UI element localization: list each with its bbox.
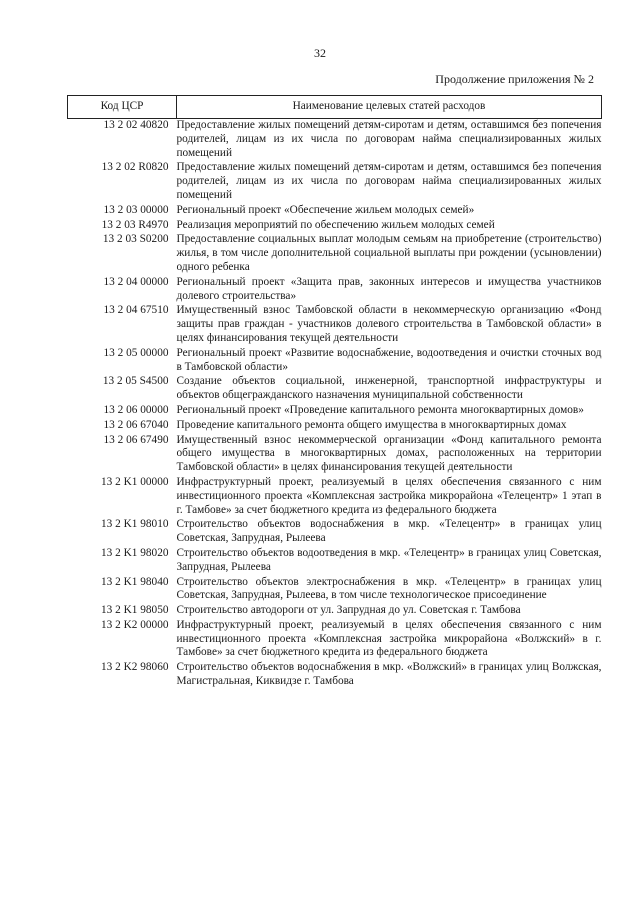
row-name: Строительство объектов электроснабжения в мкр. «Телецентр» в границах улиц Советская, Запрудная, Рылеева, в том числе технологическое присоединение <box>176 575 602 602</box>
row-name: Проведение капитального ремонта общего имущества в многоквартирных домах <box>176 418 567 431</box>
row-code: 13 2 04 00000 <box>103 275 169 288</box>
table-row <box>68 233 602 275</box>
table-row <box>68 419 602 434</box>
page-number: 32 <box>314 46 326 60</box>
appendix-subtitle: Продолжение приложения № 2 <box>435 72 594 86</box>
row-name: Региональный проект «Обеспечение жильем молодых семей» <box>176 203 475 216</box>
row-code: 13 2 03 S0200 <box>102 233 169 246</box>
table-row <box>68 476 602 518</box>
row-code: 13 2 K1 98020 <box>101 546 169 559</box>
row-name: Предоставление жилых помещений детям-сиротам и детям, оставшимся без попечения родителей, лицам из их числа по договорам найма специализированных жилых помещений <box>176 161 602 201</box>
table-row <box>68 619 602 661</box>
row-code: 13 2 02 R0820 <box>101 161 169 174</box>
table-row <box>68 161 602 203</box>
table-row <box>68 547 602 576</box>
row-name: Региональный проект «Развитие водоснабжение, водоотведения и очистки сточных вод в Тамбовской области» <box>176 346 602 373</box>
row-code: 13 2 05 00000 <box>103 346 169 359</box>
table-row <box>68 604 602 619</box>
row-code: 13 2 K1 98010 <box>101 518 169 531</box>
row-name: Инфраструктурный проект, реализуемый в целях обеспечения связанного с ним инвестиционного проекта «Комплексная застройка микрорайона «Телецентр» 1 этап в г. Тамбове» за счет бюджетного кредита из федерального бюджета <box>176 475 602 516</box>
row-code: 13 2 05 S4500 <box>102 375 169 388</box>
row-name: Предоставление жилых помещений детям-сиротам и детям, оставшимся без попечения родителей, лицам из их числа по договорам найма специализированных жилых помещений <box>176 119 602 159</box>
row-name: Строительство объектов водоотведения в мкр. «Телецентр» в границах улиц Советская, Запрудная, Рылеева <box>176 546 602 573</box>
header-code: Код ЦСР <box>68 96 177 119</box>
table-row <box>68 661 602 690</box>
row-name: Строительство объектов водоснабжения в мкр. «Телецентр» в границах улиц Советская, Запрудная, Рылеева <box>176 518 602 545</box>
table-row <box>68 404 602 419</box>
row-code: 13 2 06 67040 <box>103 418 169 431</box>
row-code: 13 2 02 40820 <box>103 119 169 131</box>
row-code: 13 2 03 00000 <box>103 203 169 216</box>
table-row <box>68 276 602 305</box>
row-name: Создание объектов социальной, инженерной, транспортной инфраструктуры и объектов общегражданского назначения муниципальной собственности <box>176 375 602 402</box>
row-code: 13 2 K1 98050 <box>101 604 169 617</box>
table-row <box>68 518 602 547</box>
row-code: 13 2 04 67510 <box>103 304 169 317</box>
row-name: Строительство объектов водоснабжения в мкр. «Волжский» в границах улиц Волжская, Магистральная, Киквидзе г. Тамбова <box>176 661 602 688</box>
table-header-row <box>68 96 602 119</box>
table-row <box>68 347 602 376</box>
table-row <box>68 304 602 346</box>
row-name: Имущественный взнос некоммерческой организации «Фонд капитального ремонта общего имущества в многоквартирных домах, расположенных на территории Тамбовской области» в целях финансирования текущей деятельности <box>176 433 602 474</box>
table-row <box>68 434 602 476</box>
row-name: Региональный проект «Защита прав, законных интересов и имущества участников долевого строительства» <box>176 275 602 302</box>
table-row <box>68 119 602 162</box>
row-name: Строительство автодороги от ул. Запрудная до ул. Советская г. Тамбова <box>176 604 521 617</box>
row-name: Реализация мероприятий по обеспечению жильем молодых семей <box>176 218 495 231</box>
target-articles-table <box>67 95 602 690</box>
header-name: Наименование целевых статей расходов <box>177 96 602 119</box>
row-code: 13 2 K1 98040 <box>101 575 169 588</box>
table-row <box>68 576 602 605</box>
table-row <box>68 219 602 234</box>
row-code: 13 2 06 00000 <box>103 403 169 416</box>
table-row <box>68 204 602 219</box>
row-name: Региональный проект «Проведение капитального ремонта многоквартирных домов» <box>176 403 584 416</box>
row-code: 13 2 K2 98060 <box>101 661 169 674</box>
row-name: Предоставление социальных выплат молодым семьям на приобретение (строительство) жилья, в том числе дополнительной социальной выплаты при рождении (усыновлении) одного ребенка <box>176 233 602 273</box>
row-code: 13 2 06 67490 <box>103 433 169 446</box>
row-code: 13 2 K1 00000 <box>101 475 169 488</box>
row-code: 13 2 03 R4970 <box>101 218 169 231</box>
row-code: 13 2 K2 00000 <box>101 618 169 631</box>
row-name: Инфраструктурный проект, реализуемый в целях обеспечения связанного с ним инвестиционного проекта «Комплексная застройка микрорайона «Волжский» в г. Тамбове» за счет бюджетного кредита из федерального бюджета <box>176 618 602 659</box>
table-row <box>68 375 602 404</box>
row-name: Имущественный взнос Тамбовской области в некоммерческую организацию «Фонд защиты прав граждан - участников долевого строительства в Тамбовской области» в целях финансирования текущей деятельности <box>176 304 602 344</box>
